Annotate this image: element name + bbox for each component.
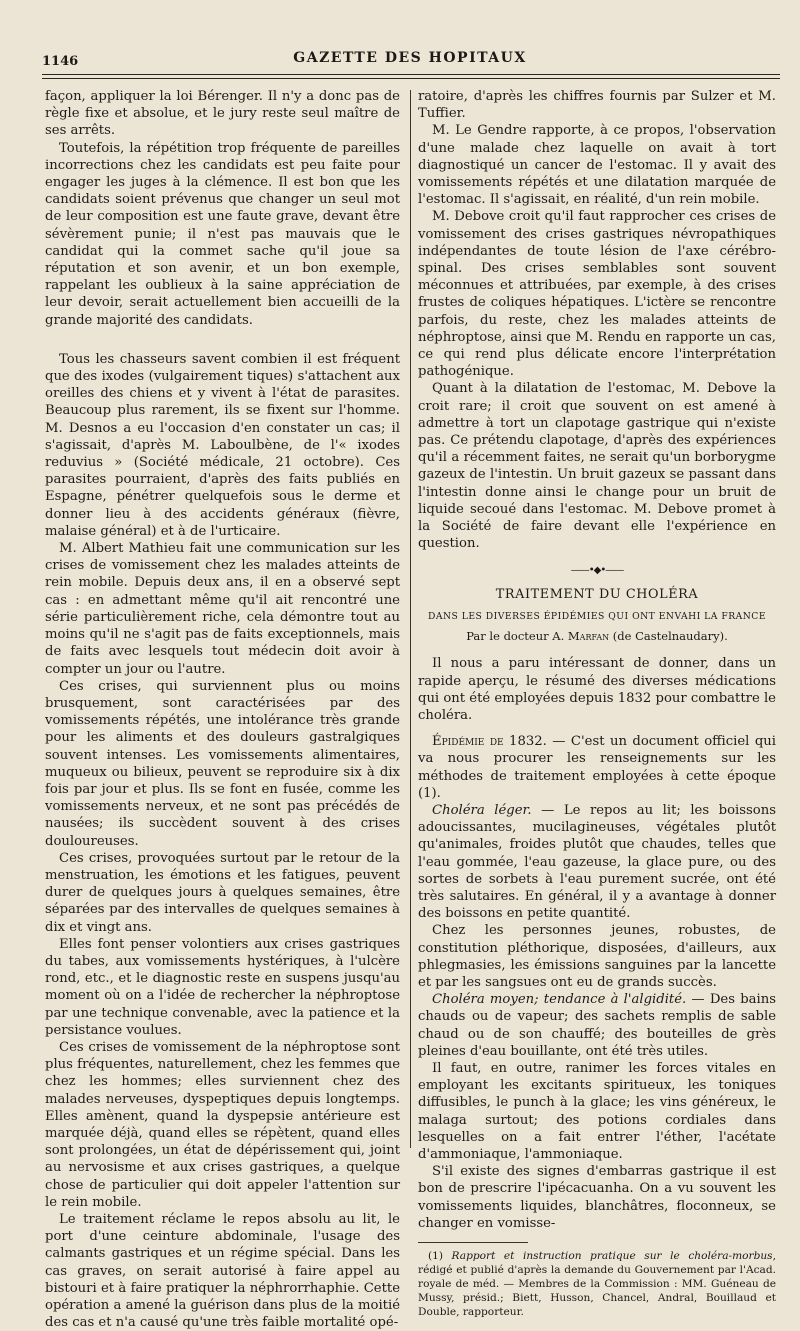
section-subtitle: DANS LES DIVERSES ÉPIDÉMIES QUI ONT ENVAHI LA FRANCE: [427, 610, 767, 622]
paragraph: Elles font penser volontiers aux crises gastriques du tabes, aux vomissements hystériques, à l'ulcère rond, etc., et le diagnostic reste en suspens jusqu'au moment où on a l'idée de rechercher la néphroptose par une technique convenable, avec la patience et la persistance voulues.: [45, 936, 400, 1038]
paragraph: Chez les personnes jeunes, robustes, de constitution pléthorique, disposées, d'ailleurs, aux phlegmasies, les émissions sanguines par la lancette et par les sangsues ont eu de grands succès.: [418, 923, 776, 990]
footnote-title: Rapport et instruction pratique sur le choléra-morbus: [451, 1250, 773, 1262]
running-head: [42, 50, 778, 72]
paragraph: Quant à la dilatation de l'estomac, M. Debove la croit rare; il croit que souvent on est amené à admettre à tort un clapotage gastrique qui n'existe pas. Ce prétendu clapotage, d'après des expériences qu'il a récemment faites, ne serait qu'un borborygme gazeux de l'intestin. Un bruit gazeux se passant dans l'intestin donne ainsi le change pour un bruit de liquide secoué dans l'estomac. M. Debove promet à la Société de faire devant elle l'expérience en question.: [418, 381, 776, 552]
paragraph: Tous les chasseurs savent combien il est fréquent que des ixodes (vulgairement tiques) s'attachent aux oreilles des chiens et y vivent à l'état de parasites. Beaucoup plus rarement, ils se fixent sur l'homme. M. Desnos a eu l'occasion d'en constater un cas; il s'agissait, d'après M. Laboulbène, de l'« ixodes reduvius » (Société médicale, 21 octobre). Ces parasites pourraient, d'après des faits publiés en Espagne, pénétrer quelquefois sous le derme et donner lieu à des accidents généraux (fièvre, malaise général) et à de l'urticaire.: [45, 351, 400, 539]
paragraph: Toutefois, la répétition trop fréquente de pareilles incorrections chez les candidats est peu faite pour engager les juges à la clémence. Il est bon que les candidats soient prévenus que changer un seul mot de leur composition est une faute grave, devant être sévèrement punie; il n'est pas mauvais que le candidat qui la commet sache qu'il joue sa réputation et son avenir, et un bon exemple, rappelant les oublieux à la saine appréciation de leur devoir, serait actuellement bien accueilli de la grande majorité des candidats.: [45, 140, 400, 328]
paragraph: Ces crises de vomissement de la néphroptose sont plus fréquentes, naturellement, chez les femmes que chez les hommes; elles surviennent chez des malades nerveuses, dyspeptiques depuis longtemps. Elles amènent, quand la dyspepsie antérieure est marquée déjà, quand elles se répètent, quand elles sont prolongées, un état de dépérissement qui, joint au nervosisme et aux crises gastriques, a quelque chose de particulier qui doit appeler l'attention sur le rein mobile.: [45, 1039, 400, 1210]
section-title: TRAITEMENT DU CHOLÉRA: [495, 586, 699, 602]
author-name: Marfan: [567, 629, 610, 644]
footnote-text: [418, 1249, 776, 1319]
paragraph-text: — C'est un document officiel qui va nous procurer les renseignements sur les méthodes de traitement employées à cette époque (1).: [418, 734, 776, 801]
paragraph: [418, 733, 776, 802]
column-divider: [410, 90, 411, 1148]
section-ornament: ——•◆•——: [570, 565, 624, 577]
author-suffix: (de Castelnaudary).: [609, 629, 728, 644]
footnote-rule: [418, 1242, 528, 1243]
paragraph: M. Debove croit qu'il faut rapprocher ces crises de vomissement des crises gastriques névropathiques indépendantes de toute lésion de l'axe cérébro-spinal. Des crises semblables sont souvent méconnues et attribuées, par exemple, à des crises frustes de coliques hépatiques. L'ictère se rencontre parfois, du reste, chez les malades atteints de néphroptose, ainsi que M. Rendu en rapporte un cas, ce qui rend plus délicate encore l'interprétation pathogénique.: [418, 209, 776, 380]
right-column: [418, 88, 776, 1319]
paragraph: M. Albert Mathieu fait une communication sur les crises de vomissement chez les malades atteints de rein mobile. Depuis deux ans, il en a observé sept cas : en admettant même qu'il ait rencontré une série particulièrement riche, cela démontre tout au moins qu'il ne s'agit pas de faits exceptionnels, mais de faits avec lesquels tout médecin doit avoir à compter un jour ou l'autre.: [45, 541, 400, 677]
paragraph: Le traitement réclame le repos absolu au lit, le port d'une ceinture abdominale, l'usage des calmants gastriques et un régime spécial. Dans les cas graves, on serait autorisé à faire appel au bistouri et à faire pratiquer la néphrorrhaphie. Cette opération a amené la guérison dans plus de la moitié des cas et n'a causé qu'une très faible mortalité opé-: [45, 1212, 400, 1331]
page-number: 1146: [42, 54, 79, 69]
section-author: [418, 628, 776, 645]
paragraph-label: Choléra léger.: [432, 802, 532, 818]
footnote-marker: (1): [428, 1250, 452, 1262]
paragraph: S'il existe des signes d'embarras gastrique il est bon de prescrire l'ipécacuanha. On a vu souvent les vomissements liquides, blanchâtres, floconneux, se changer en vomisse-: [418, 1164, 776, 1231]
header-rule-top: [42, 74, 780, 75]
journal-title: GAZETTE DES HOPITAUX: [293, 50, 527, 66]
paragraph: façon, appliquer la loi Bérenger. Il n'y a donc pas de règle fixe et absolue, et le jury reste seul maître de ses arrêts.: [45, 89, 400, 139]
paragraph-label: Choléra moyen; tendance à l'algidité.: [432, 992, 687, 1008]
paragraph-text: — Des bains chauds ou de vapeur; des sachets remplis de sable chaud ou de son chauffé; des bouteilles de grès pleines d'eau bouillante, ont été très utiles.: [418, 992, 776, 1059]
left-column: [45, 88, 400, 1331]
paragraph-text: — Le repos au lit; les boissons adoucissantes, mucilagineuses, végétales plutôt qu'animales, froides plutôt que chaudes, telles que l'eau gommée, l'eau gazeuse, la glace pure, ou des sortes de sorbets à l'eau purement sucrée, ont été très salutaires. En général, il y a avantage à donner des boissons en petite quantité.: [418, 802, 777, 922]
header-rule-bottom: [42, 78, 780, 79]
author-prefix: Par le docteur A.: [466, 629, 568, 644]
paragraph: Ces crises, qui surviennent plus ou moins brusquement, sont caractérisées par des vomissements répétés, une intolérance très grande pour les aliments et des douleurs gastralgiques souvent intenses. Les vomissements alimentaires, muqueux ou bilieux, peuvent se reproduire six à dix fois par jour et plus. Ils se font en fusée, comme les vomissements nerveux, et ne sont pas précédés de nausées; ils succèdent souvent à des crises douloureuses.: [45, 678, 400, 849]
footnote-body: , rédigé et publié d'après la demande du Gouvernement par l'Acad. royale de méd. — Membres de la Commission : MM. Guéneau de Mussy, présid.; Biett, Husson, Chancel, Andral, Bouillaud et Double, rapporteur.: [418, 1250, 776, 1318]
paragraph: [418, 991, 776, 1060]
footnote: [418, 1249, 776, 1319]
paragraph: M. Le Gendre rapporte, à ce propos, l'observation d'une malade chez laquelle on avait à tort diagnostiqué un cancer de l'estomac. Il y avait des vomissements répétés et une dilatation marquée de l'estomac. Il s'agissait, en réalité, d'un rein mobile.: [418, 123, 776, 208]
paragraph: Il faut, en outre, ranimer les forces vitales en employant les excitants spiritueux, les toniques diffusibles, le punch à la glace; les vins généreux, le malaga surtout; des potions cordiales dans lesquelles on a fait entrer l'éther, l'acétate d'ammoniaque, l'ammoniaque.: [418, 1060, 776, 1162]
paragraph: Il nous a paru intéressant de donner, dans un rapide aperçu, le résumé des diverses médications qui ont été employées depuis 1832 pour combattre le choléra.: [418, 656, 776, 723]
paragraph: [418, 802, 776, 922]
paragraph: Ces crises, provoquées surtout par le retour de la menstruation, les émotions et les fatigues, peuvent durer de quelques jours à quelques semaines, être séparées par des intervalles de quelques semaines à dix et vingt ans.: [45, 850, 400, 935]
paragraph-label: Épidémie de 1832.: [432, 734, 547, 750]
paragraph: ratoire, d'après les chiffres fournis par Sulzer et M. Tuffier.: [418, 89, 776, 122]
